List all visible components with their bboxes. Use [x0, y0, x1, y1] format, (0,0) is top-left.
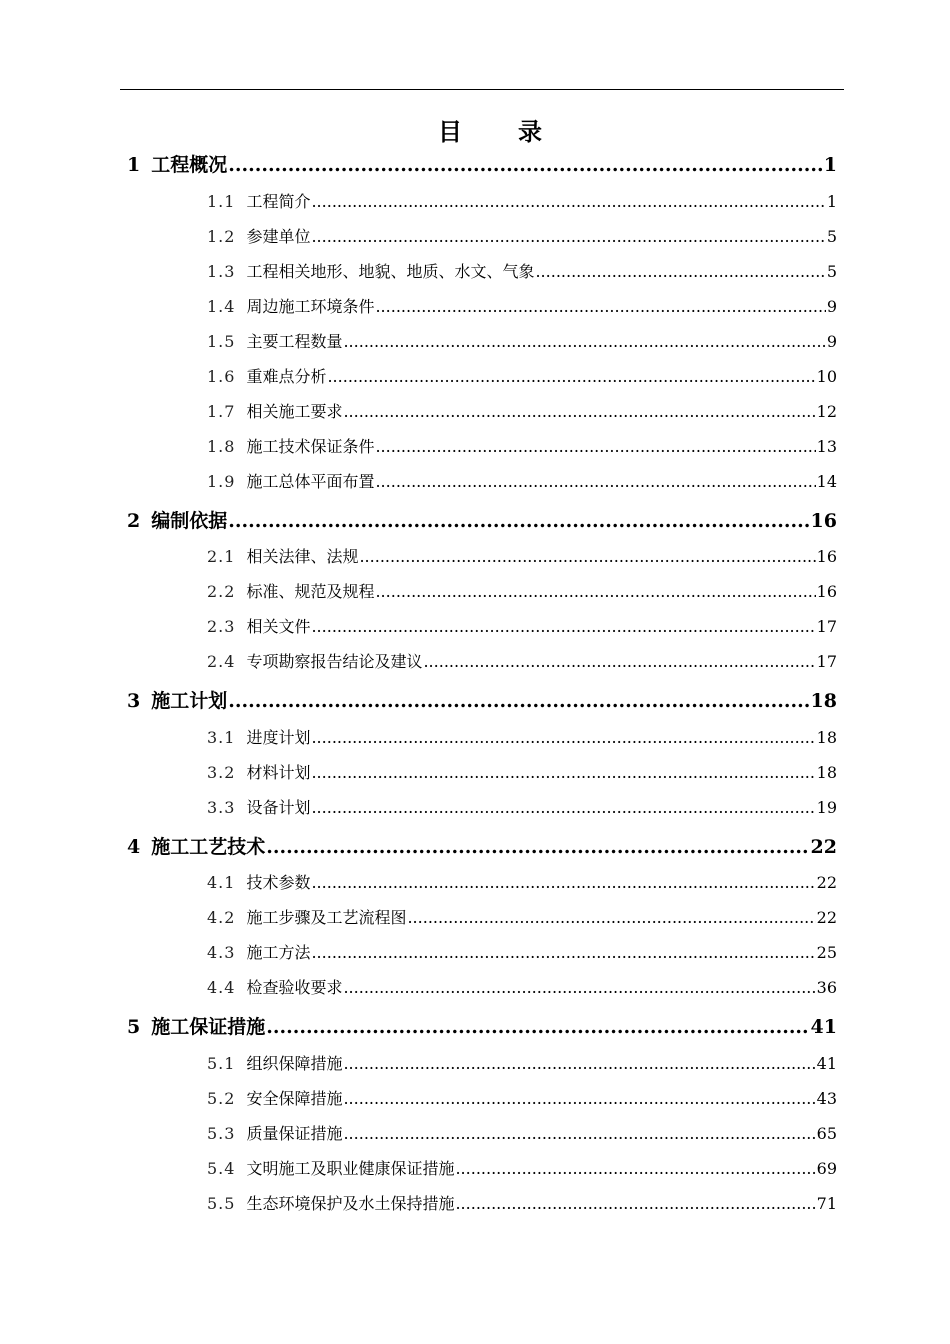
toc-entry-page: 10 [816, 367, 837, 386]
toc-entry-page: 5 [826, 227, 837, 246]
toc-dot-leader [228, 154, 823, 176]
toc-section-entry[interactable] [207, 224, 837, 247]
toc-dot-leader [311, 227, 825, 246]
toc-entry-number: 1.7 [207, 402, 236, 421]
toc-entry-number: 5 [127, 1016, 141, 1038]
toc-dot-leader [423, 652, 815, 671]
toc-dot-leader [343, 1089, 815, 1108]
toc-dot-leader [327, 367, 815, 386]
toc-entry-title: 参建单位 [246, 227, 311, 246]
toc-entry-page: 69 [816, 1159, 837, 1178]
page-title-char-2: 录 [518, 117, 542, 146]
toc-entry-page: 41 [816, 1054, 837, 1073]
toc-entry-page: 22 [816, 873, 837, 892]
toc-entry-number: 1 [127, 154, 141, 176]
toc-entry-title: 施工保证措施 [151, 1016, 266, 1038]
toc-dot-leader [375, 437, 815, 456]
toc-section-entry[interactable] [207, 544, 837, 567]
header-rule [120, 89, 844, 90]
toc-dot-leader [311, 943, 815, 962]
toc-section-entry[interactable] [207, 1121, 837, 1144]
toc-entry-number: 1.4 [207, 297, 236, 316]
toc-dot-leader [375, 472, 815, 491]
toc-entry-title: 相关施工要求 [246, 402, 343, 421]
toc-entry-number: 2.3 [207, 617, 236, 636]
toc-entry-title: 施工总体平面布置 [246, 472, 375, 491]
toc-chapter-entry[interactable] [127, 1012, 837, 1039]
toc-section-entry[interactable] [207, 1051, 837, 1074]
toc-entry-title: 相关文件 [246, 617, 311, 636]
toc-entry-page: 18 [810, 690, 837, 712]
toc-section-entry[interactable] [207, 294, 837, 317]
toc-section-entry[interactable] [207, 725, 837, 748]
toc-entry-page: 18 [816, 728, 837, 747]
toc-entry-page: 9 [826, 332, 837, 351]
toc-entry-title: 施工工艺技术 [151, 836, 266, 858]
toc-entry-number: 2 [127, 510, 141, 532]
toc-entry-number: 2.4 [207, 652, 236, 671]
toc-section-entry[interactable] [207, 795, 837, 818]
toc-section-entry[interactable] [207, 975, 837, 998]
toc-entry-number: 4.3 [207, 943, 236, 962]
toc-dot-leader [311, 617, 815, 636]
toc-entry-page: 9 [826, 297, 837, 316]
toc-dot-leader [343, 332, 825, 351]
toc-entry-number: 1.9 [207, 472, 236, 491]
toc-dot-leader [311, 798, 815, 817]
toc-entry-number: 1.5 [207, 332, 236, 351]
toc-entry-title: 材料计划 [246, 763, 311, 782]
toc-entry-title: 生态环境保护及水土保持措施 [246, 1194, 455, 1213]
toc-entry-page: 17 [816, 617, 837, 636]
toc-entry-number: 3.3 [207, 798, 236, 817]
toc-section-entry[interactable] [207, 364, 837, 387]
toc-entry-page: 1 [823, 154, 837, 176]
toc-entry-number: 5.3 [207, 1124, 236, 1143]
toc-section-entry[interactable] [207, 614, 837, 637]
toc-dot-leader [375, 582, 815, 601]
toc-dot-leader [535, 262, 825, 281]
toc-entry-title: 周边施工环境条件 [246, 297, 375, 316]
toc-dot-leader [228, 690, 809, 712]
toc-entry-number: 4 [127, 836, 141, 858]
toc-entry-number: 1.3 [207, 262, 236, 281]
toc-entry-title: 主要工程数量 [246, 332, 343, 351]
toc-entry-number: 1.8 [207, 437, 236, 456]
page-title [0, 116, 950, 148]
toc-chapter-entry[interactable] [127, 506, 837, 533]
toc-section-entry[interactable] [207, 649, 837, 672]
toc-entry-page: 43 [816, 1089, 837, 1108]
toc-dot-leader [359, 547, 815, 566]
toc-entry-number: 3.2 [207, 763, 236, 782]
toc-dot-leader [407, 908, 815, 927]
toc-entry-title: 标准、规范及规程 [246, 582, 375, 601]
toc-section-entry[interactable] [207, 399, 837, 422]
toc-dot-leader [311, 728, 815, 747]
toc-entry-title: 编制依据 [151, 510, 228, 532]
toc-dot-leader [455, 1159, 815, 1178]
toc-entry-title: 设备计划 [246, 798, 311, 817]
toc-dot-leader [455, 1194, 815, 1213]
toc-entry-title: 进度计划 [246, 728, 311, 747]
toc-section-entry[interactable] [207, 905, 837, 928]
toc-entry-number: 1.2 [207, 227, 236, 246]
toc-dot-leader [266, 836, 809, 858]
toc-entry-page: 36 [816, 978, 837, 997]
toc-entry-number: 5.2 [207, 1089, 236, 1108]
toc-entry-title: 施工技术保证条件 [246, 437, 375, 456]
toc-section-entry[interactable] [207, 760, 837, 783]
toc-section-entry[interactable] [207, 259, 837, 282]
toc-entry-number: 4.1 [207, 873, 236, 892]
toc-section-entry[interactable] [207, 940, 837, 963]
toc-entry-page: 25 [816, 943, 837, 962]
toc-section-entry[interactable] [207, 1086, 837, 1109]
toc-section-entry[interactable] [207, 1191, 837, 1214]
toc-entry-page: 16 [816, 547, 837, 566]
toc-entry-number: 2.1 [207, 547, 236, 566]
toc-entry-title: 技术参数 [246, 873, 311, 892]
toc-entry-page: 65 [816, 1124, 837, 1143]
toc-entry-title: 工程简介 [246, 192, 311, 211]
toc-dot-leader [375, 297, 825, 316]
toc-entry-title: 工程概况 [151, 154, 228, 176]
toc-entry-title: 相关法律、法规 [246, 547, 359, 566]
toc-entry-page: 14 [816, 472, 837, 491]
toc-dot-leader [343, 1054, 815, 1073]
toc-dot-leader [311, 873, 815, 892]
toc-dot-leader [311, 192, 825, 211]
toc-entry-page: 71 [816, 1194, 837, 1213]
toc-entry-page: 1 [826, 192, 837, 211]
toc-entry-title: 施工方法 [246, 943, 311, 962]
toc-entry-page: 17 [816, 652, 837, 671]
toc-entry-page: 13 [816, 437, 837, 456]
toc-entry-title: 文明施工及职业健康保证措施 [246, 1159, 455, 1178]
toc-section-entry[interactable] [207, 870, 837, 893]
toc-entry-page: 18 [816, 763, 837, 782]
toc-entry-number: 2.2 [207, 582, 236, 601]
toc-chapter-entry[interactable] [127, 832, 837, 859]
toc-entry-page: 22 [810, 836, 837, 858]
toc-entry-page: 16 [810, 510, 837, 532]
toc-section-entry[interactable] [207, 579, 837, 602]
toc-dot-leader [343, 402, 815, 421]
toc-section-entry[interactable] [207, 1156, 837, 1179]
toc-entry-title: 专项勘察报告结论及建议 [246, 652, 423, 671]
toc-section-entry[interactable] [207, 329, 837, 352]
toc-entry-title: 检查验收要求 [246, 978, 343, 997]
toc-entry-number: 1.1 [207, 192, 236, 211]
toc-entry-title: 安全保障措施 [246, 1089, 343, 1108]
toc-entry-number: 4.4 [207, 978, 236, 997]
toc-chapter-entry[interactable] [127, 150, 837, 177]
toc-entry-title: 施工计划 [151, 690, 228, 712]
toc-entry-page: 19 [816, 798, 837, 817]
page-title-char-1: 目 [438, 117, 462, 146]
toc-entry-number: 5.1 [207, 1054, 236, 1073]
toc-section-entry[interactable] [207, 469, 837, 492]
toc-entry-title: 工程相关地形、地貌、地质、水文、气象 [246, 262, 535, 281]
toc-dot-leader [343, 978, 815, 997]
toc-entry-number: 4.2 [207, 908, 236, 927]
toc-section-entry[interactable] [207, 189, 837, 212]
toc-entry-number: 3 [127, 690, 141, 712]
toc-entry-title: 施工步骤及工艺流程图 [246, 908, 407, 927]
toc-entry-number: 5.4 [207, 1159, 236, 1178]
toc-entry-number: 1.6 [207, 367, 236, 386]
toc-section-entry[interactable] [207, 434, 837, 457]
toc-dot-leader [343, 1124, 815, 1143]
toc-entry-page: 16 [816, 582, 837, 601]
toc-dot-leader [228, 510, 809, 532]
toc-entry-title: 重难点分析 [246, 367, 327, 386]
toc-chapter-entry[interactable] [127, 686, 837, 713]
toc-entry-page: 12 [816, 402, 837, 421]
toc-dot-leader [311, 763, 815, 782]
toc-entry-number: 5.5 [207, 1194, 236, 1213]
toc-dot-leader [266, 1016, 809, 1038]
toc-entry-page: 41 [810, 1016, 837, 1038]
toc-entry-page: 22 [816, 908, 837, 927]
toc-entry-title: 组织保障措施 [246, 1054, 343, 1073]
toc-entry-number: 3.1 [207, 728, 236, 747]
toc-entry-page: 5 [826, 262, 837, 281]
toc-entry-title: 质量保证措施 [246, 1124, 343, 1143]
